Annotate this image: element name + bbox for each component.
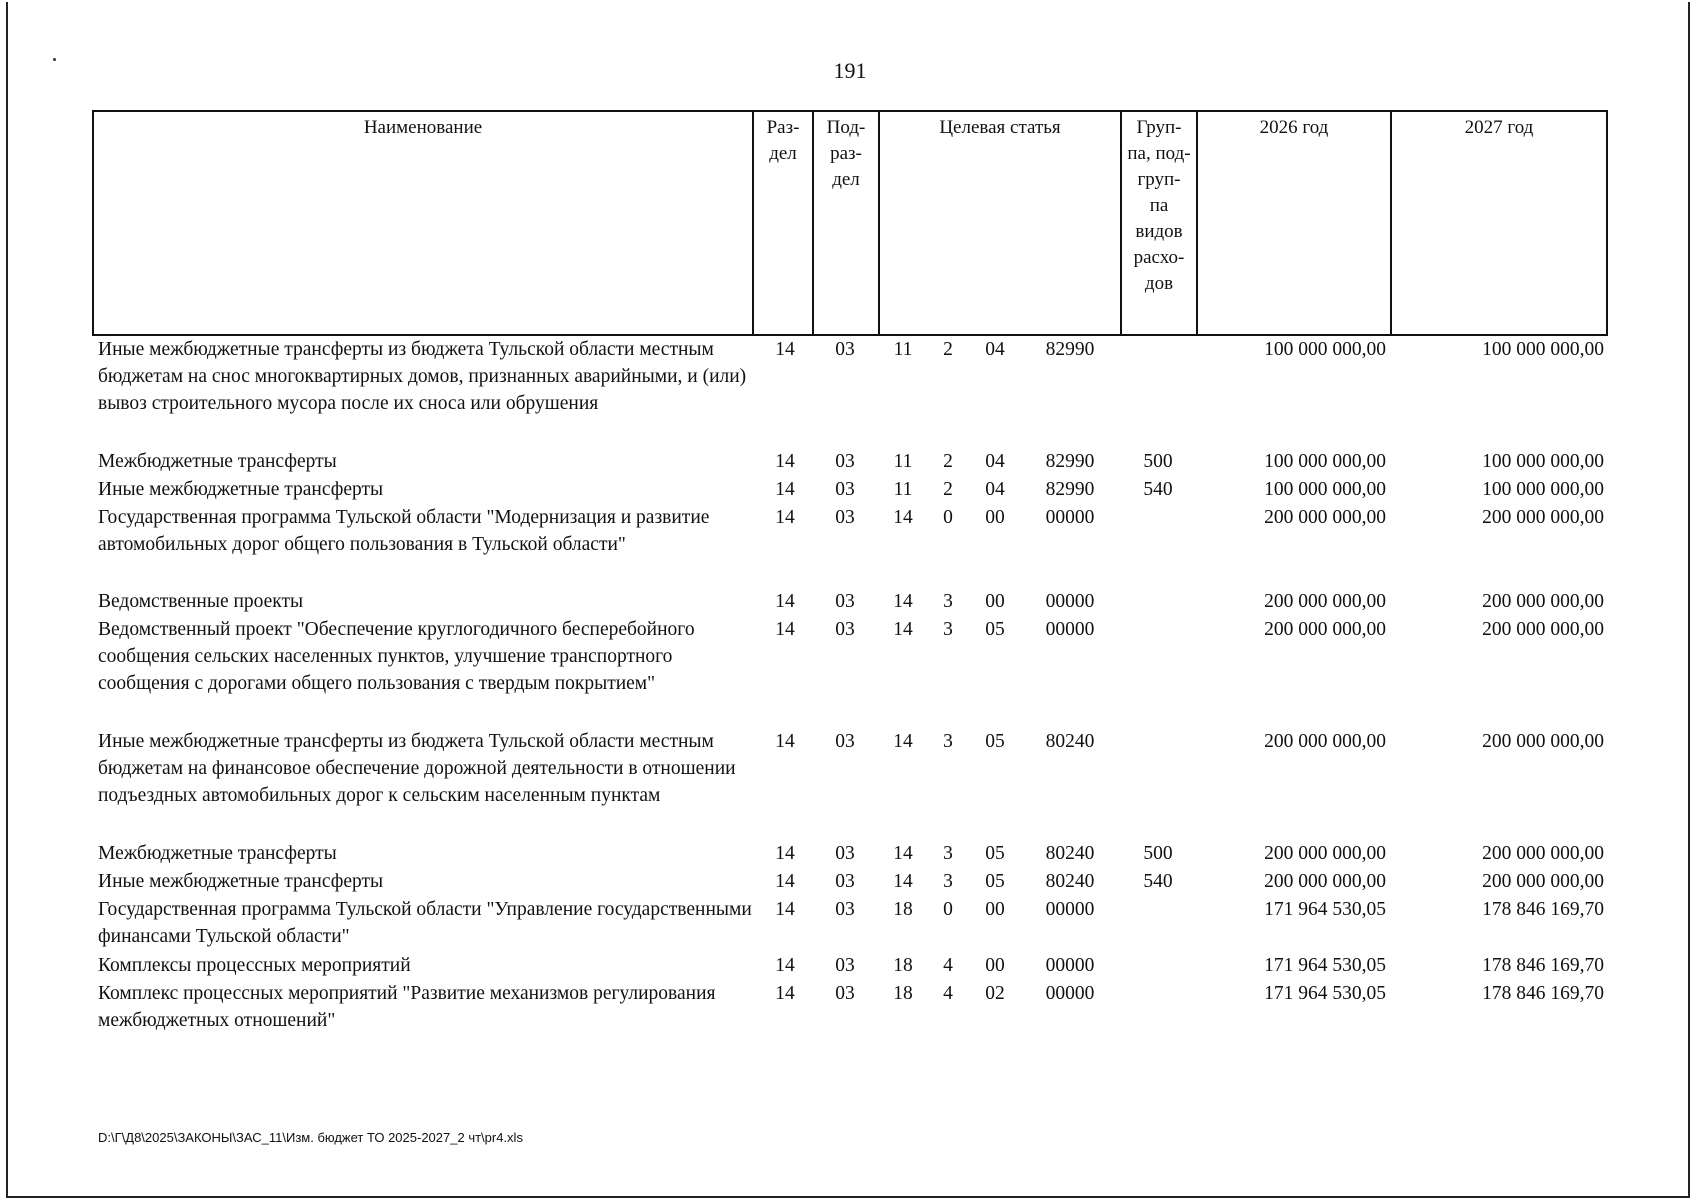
row-target-3: 04: [985, 451, 1005, 472]
row-2026: 100 000 000,00: [1264, 451, 1386, 472]
row-name: Иные межбюджетные трансферты: [98, 479, 384, 500]
row-razdel: 14: [775, 899, 795, 920]
row-target-3: 05: [985, 619, 1005, 640]
row-2026: 200 000 000,00: [1264, 591, 1386, 612]
row-target-2: 0: [943, 899, 953, 920]
row-target-1: 14: [893, 591, 913, 612]
row-target-2: 4: [943, 955, 953, 976]
header-2026: 2026 год: [1198, 112, 1392, 334]
row-target-4: 00000: [1045, 591, 1095, 612]
row-name: Иные межбюджетные трансферты из бюджета Тульской области местным бюджетам на финансовое обеспечение дорожной деятельности в отношении подъездных автомобильных дорог к сельским населенным пунктам: [98, 731, 736, 806]
row-target-1: 14: [893, 871, 913, 892]
header-target-article: Целевая статья: [880, 112, 1122, 334]
row-podrazdel: 03: [835, 619, 855, 640]
row-razdel: 14: [775, 731, 795, 752]
row-2026: 200 000 000,00: [1264, 507, 1386, 528]
row-podrazdel: 03: [835, 843, 855, 864]
row-target-2: 2: [943, 339, 953, 360]
row-target-4: 00000: [1045, 955, 1095, 976]
row-2026: 200 000 000,00: [1264, 731, 1386, 752]
row-podrazdel: 03: [835, 955, 855, 976]
row-2027: 100 000 000,00: [1482, 479, 1604, 500]
row-razdel: 14: [775, 507, 795, 528]
row-podrazdel: 03: [835, 451, 855, 472]
row-2027: 178 846 169,70: [1482, 983, 1604, 1004]
row-2026: 200 000 000,00: [1264, 871, 1386, 892]
row-2027: 100 000 000,00: [1482, 339, 1604, 360]
row-target-2: 3: [943, 619, 953, 640]
row-podrazdel: 03: [835, 899, 855, 920]
row-name: Государственная программа Тульской области "Управление государственными финансами Тульской области": [98, 899, 752, 947]
header-razdel: Раз- дел: [754, 112, 814, 334]
row-group: 500: [1143, 843, 1173, 864]
row-target-3: 05: [985, 843, 1005, 864]
row-2026: 200 000 000,00: [1264, 843, 1386, 864]
row-target-4: 00000: [1045, 899, 1095, 920]
row-target-3: 04: [985, 339, 1005, 360]
row-target-4: 80240: [1045, 871, 1095, 892]
row-podrazdel: 03: [835, 339, 855, 360]
row-name: Межбюджетные трансферты: [98, 451, 337, 472]
row-podrazdel: 03: [835, 983, 855, 1004]
row-group: 540: [1143, 871, 1173, 892]
row-target-2: 2: [943, 479, 953, 500]
row-target-2: 3: [943, 591, 953, 612]
row-2027: 178 846 169,70: [1482, 955, 1604, 976]
row-podrazdel: 03: [835, 507, 855, 528]
header-name: Наименование: [94, 112, 754, 334]
row-target-2: 4: [943, 983, 953, 1004]
row-group: 540: [1143, 479, 1173, 500]
row-name: Ведомственный проект "Обеспечение круглогодичного бесперебойного сообщения сельских населенных пунктов, улучшение транспортного сообщения с дорогами общего пользования с твердым покрытием": [98, 619, 695, 694]
row-2027: 200 000 000,00: [1482, 843, 1604, 864]
row-2026: 171 964 530,05: [1264, 899, 1386, 920]
table-header: [92, 110, 1608, 336]
row-target-1: 11: [893, 479, 913, 500]
row-target-1: 11: [893, 451, 913, 472]
row-target-1: 14: [893, 843, 913, 864]
row-2027: 200 000 000,00: [1482, 731, 1604, 752]
row-target-1: 18: [893, 983, 913, 1004]
row-target-3: 00: [985, 507, 1005, 528]
row-name: Ведомственные проекты: [98, 591, 304, 612]
row-target-3: 04: [985, 479, 1005, 500]
row-podrazdel: 03: [835, 871, 855, 892]
row-2027: 200 000 000,00: [1482, 591, 1604, 612]
header-2027: 2027 год: [1464, 117, 1534, 138]
row-2027: 200 000 000,00: [1482, 871, 1604, 892]
row-target-4: 82990: [1045, 339, 1095, 360]
row-target-3: 00: [985, 591, 1005, 612]
row-target-2: 3: [943, 731, 953, 752]
row-target-3: 00: [985, 899, 1005, 920]
page-number: 191: [833, 58, 867, 83]
row-target-4: 00000: [1045, 507, 1095, 528]
row-target-4: 80240: [1045, 843, 1095, 864]
row-target-3: 05: [985, 871, 1005, 892]
row-target-3: 00: [985, 955, 1005, 976]
row-podrazdel: 03: [835, 591, 855, 612]
row-target-1: 14: [893, 731, 913, 752]
row-2026: 171 964 530,05: [1264, 983, 1386, 1004]
row-razdel: 14: [775, 871, 795, 892]
row-podrazdel: 03: [835, 479, 855, 500]
row-name: Государственная программа Тульской области "Модернизация и развитие автомобильных дорог общего пользования в Тульской области": [98, 507, 710, 555]
row-target-1: 18: [893, 955, 913, 976]
row-2026: 200 000 000,00: [1264, 619, 1386, 640]
row-name: Комплекс процессных мероприятий "Развитие механизмов регулирования межбюджетных отношений": [98, 983, 716, 1031]
row-name: Комплексы процессных мероприятий: [98, 955, 411, 976]
row-name: Иные межбюджетные трансферты из бюджета Тульской области местным бюджетам на снос многоквартирных домов, признанных аварийными, и (или) вывоз строительного мусора после их сноса или обрушения: [98, 339, 747, 414]
row-2027: 200 000 000,00: [1482, 507, 1604, 528]
row-razdel: 14: [775, 339, 795, 360]
row-2027: 178 846 169,70: [1482, 899, 1604, 920]
row-target-1: 18: [893, 899, 913, 920]
row-razdel: 14: [775, 451, 795, 472]
row-razdel: 14: [775, 591, 795, 612]
row-name: Межбюджетные трансферты: [98, 843, 337, 864]
row-razdel: 14: [775, 983, 795, 1004]
file-path-footer: D:\Г\Д8\2025\ЗАКОНЫ\ЗАС_11\Изм. бюджет ТО 2025-2027_2 чт\pr4.xls: [98, 1130, 523, 1145]
row-target-2: 3: [943, 843, 953, 864]
row-razdel: 14: [775, 843, 795, 864]
row-target-4: 80240: [1045, 731, 1095, 752]
row-2027: 100 000 000,00: [1482, 451, 1604, 472]
row-2026: 100 000 000,00: [1264, 479, 1386, 500]
row-target-4: 00000: [1045, 619, 1095, 640]
row-target-3: 02: [985, 983, 1005, 1004]
row-name: Иные межбюджетные трансферты: [98, 871, 384, 892]
row-target-2: 3: [943, 871, 953, 892]
row-target-4: 00000: [1045, 983, 1095, 1004]
header-expense-group: Груп- па, под- груп- па видов расхо- дов: [1122, 112, 1198, 334]
row-target-3: 05: [985, 731, 1005, 752]
row-target-1: 11: [893, 339, 913, 360]
header-podrazdel: Под- раз- дел: [814, 112, 880, 334]
row-podrazdel: 03: [835, 731, 855, 752]
row-target-1: 14: [893, 619, 913, 640]
row-group: 500: [1143, 451, 1173, 472]
scan-dot: [53, 58, 56, 61]
row-target-1: 14: [893, 507, 913, 528]
row-2027: 200 000 000,00: [1482, 619, 1604, 640]
row-razdel: 14: [775, 479, 795, 500]
row-2026: 100 000 000,00: [1264, 339, 1386, 360]
row-target-4: 82990: [1045, 451, 1095, 472]
row-target-2: 0: [943, 507, 953, 528]
row-razdel: 14: [775, 619, 795, 640]
row-target-4: 82990: [1045, 479, 1095, 500]
row-razdel: 14: [775, 955, 795, 976]
row-target-2: 2: [943, 451, 953, 472]
row-2026: 171 964 530,05: [1264, 955, 1386, 976]
